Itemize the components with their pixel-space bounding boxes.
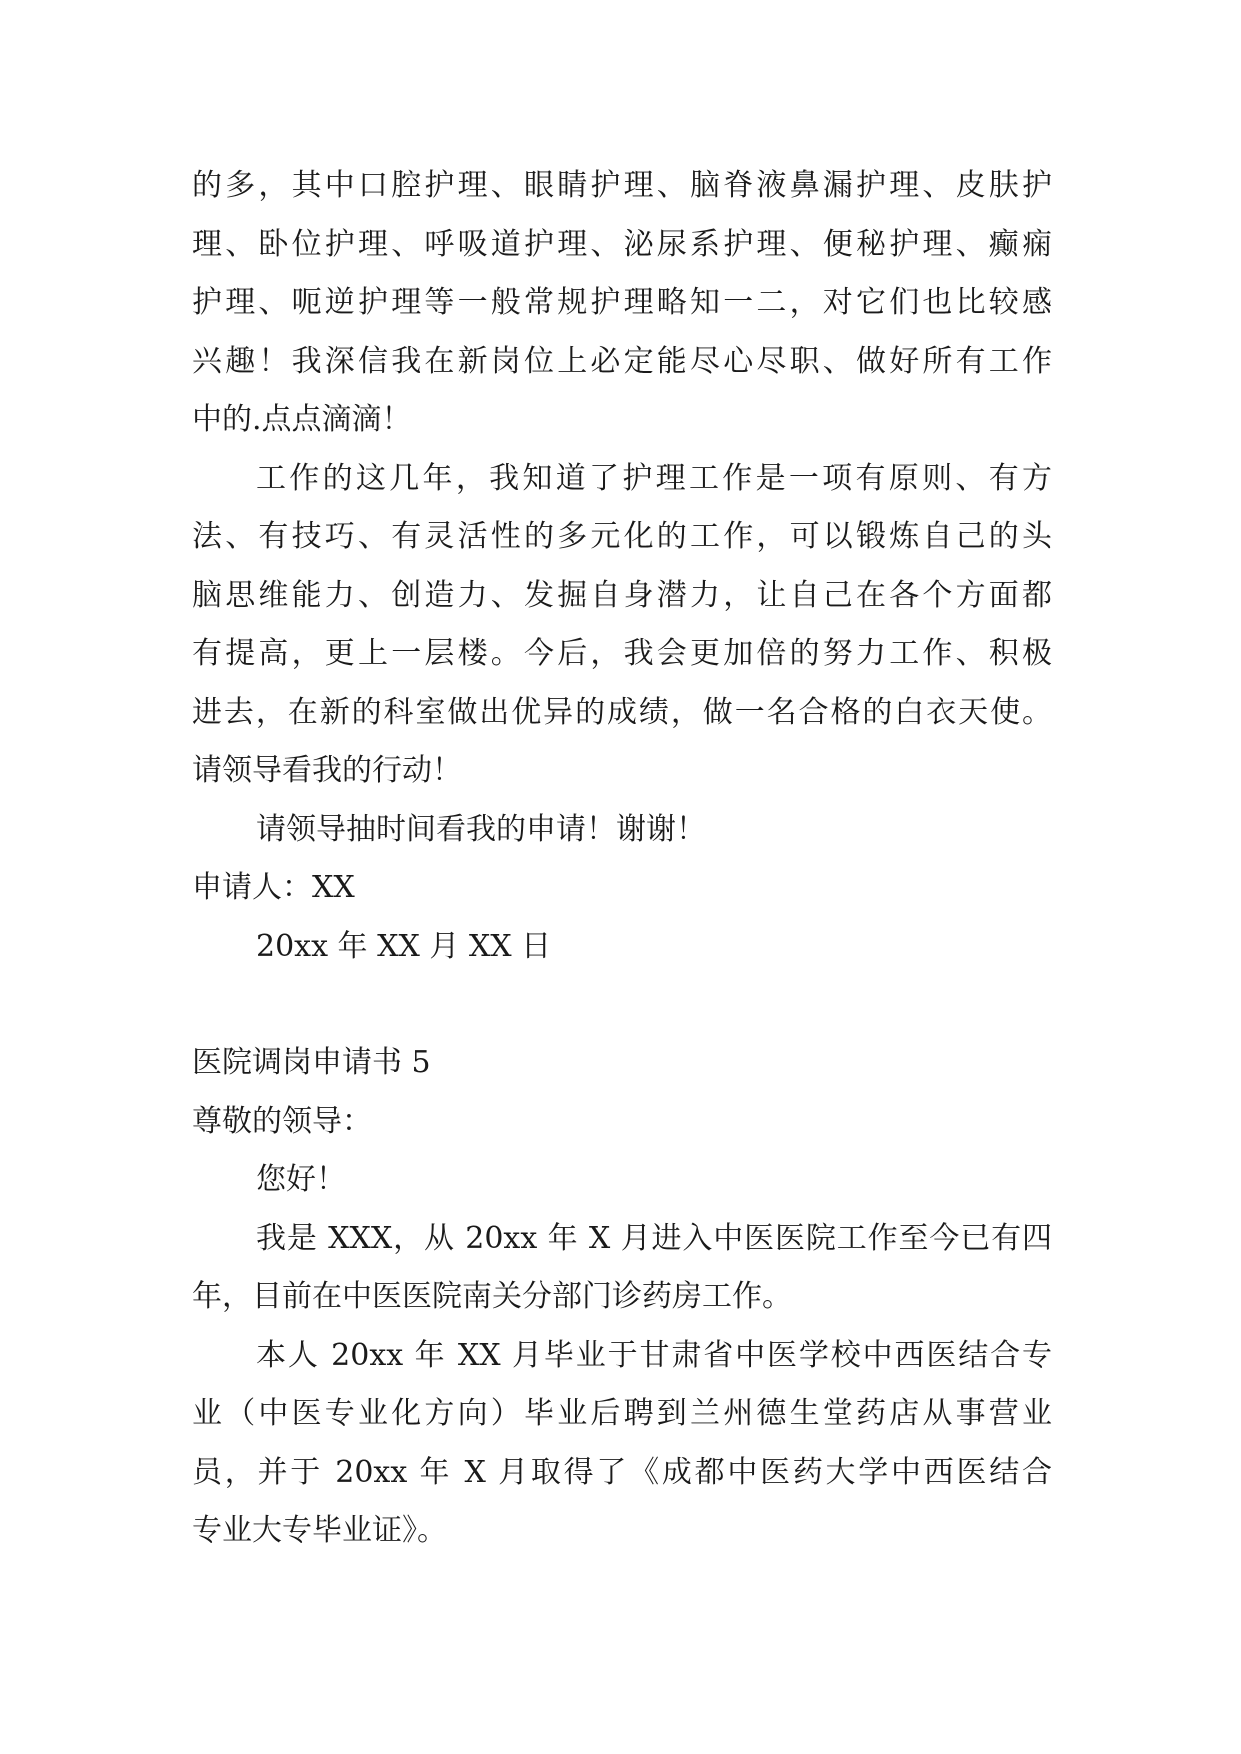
paragraph-line: 员，并于 20xx 年 X 月取得了《成都中医药大学中西医结合: [192, 1454, 1052, 1490]
closing-thanks: 请领导抽时间看我的申请！谢谢！: [256, 811, 706, 847]
paragraph-line: 本人 20xx 年 XX 月毕业于甘肃省中医学校中西医结合专: [256, 1337, 1052, 1373]
paragraph-line: 兴趣！我深信我在新岗位上必定能尽心尽职、做好所有工作: [192, 343, 1052, 379]
paragraph-line: 有提高，更上一层楼。今后，我会更加倍的努力工作、积极: [192, 636, 1052, 671]
paragraph-line: 工作的这几年，我知道了护理工作是一项有原则、有方: [256, 460, 1052, 496]
paragraph-line: 法、有技巧、有灵活性的多元化的工作，可以锻炼自己的头: [192, 519, 1052, 554]
paragraph-line: 进去，在新的科室做出优异的成绩，做一名合格的白衣天使。: [192, 694, 1052, 730]
date-line: 20xx 年 XX 月 XX 日: [256, 928, 552, 964]
paragraph-line: 理、卧位护理、呼吸道护理、泌尿系护理、便秘护理、癫痫: [192, 226, 1052, 262]
paragraph-line: 脑思维能力、创造力、发掘自身潜力，让自己在各个方面都: [192, 577, 1052, 613]
document-body: [192, 157, 1052, 1561]
applicant-signature: 申请人：XX: [192, 870, 355, 905]
section-title: 医院调岗申请书 5: [192, 1045, 431, 1080]
paragraph-line: 年，目前在中医医院南关分部门诊药房工作。: [192, 1279, 792, 1314]
paragraph-line: 业（中医专业化方向）毕业后聘到兰州德生堂药店从事营业: [192, 1396, 1052, 1431]
paragraph-line: 我是 XXX，从 20xx 年 X 月进入中医医院工作至今已有四: [256, 1220, 1052, 1256]
paragraph-line: 请领导看我的行动！: [192, 753, 462, 788]
paragraph-line: 护理、呃逆护理等一般常规护理略知一二，对它们也比较感: [192, 285, 1052, 320]
section-gap: [192, 976, 1052, 1034]
paragraph-line: 的多，其中口腔护理、眼睛护理、脑脊液鼻漏护理、皮肤护: [192, 168, 1052, 203]
greeting: 您好！: [256, 1162, 346, 1197]
salutation: 尊敬的领导：: [192, 1103, 372, 1139]
paragraph-line: 中的.点点滴滴！: [192, 402, 412, 437]
paragraph-line: 专业大专毕业证》。: [192, 1513, 447, 1548]
